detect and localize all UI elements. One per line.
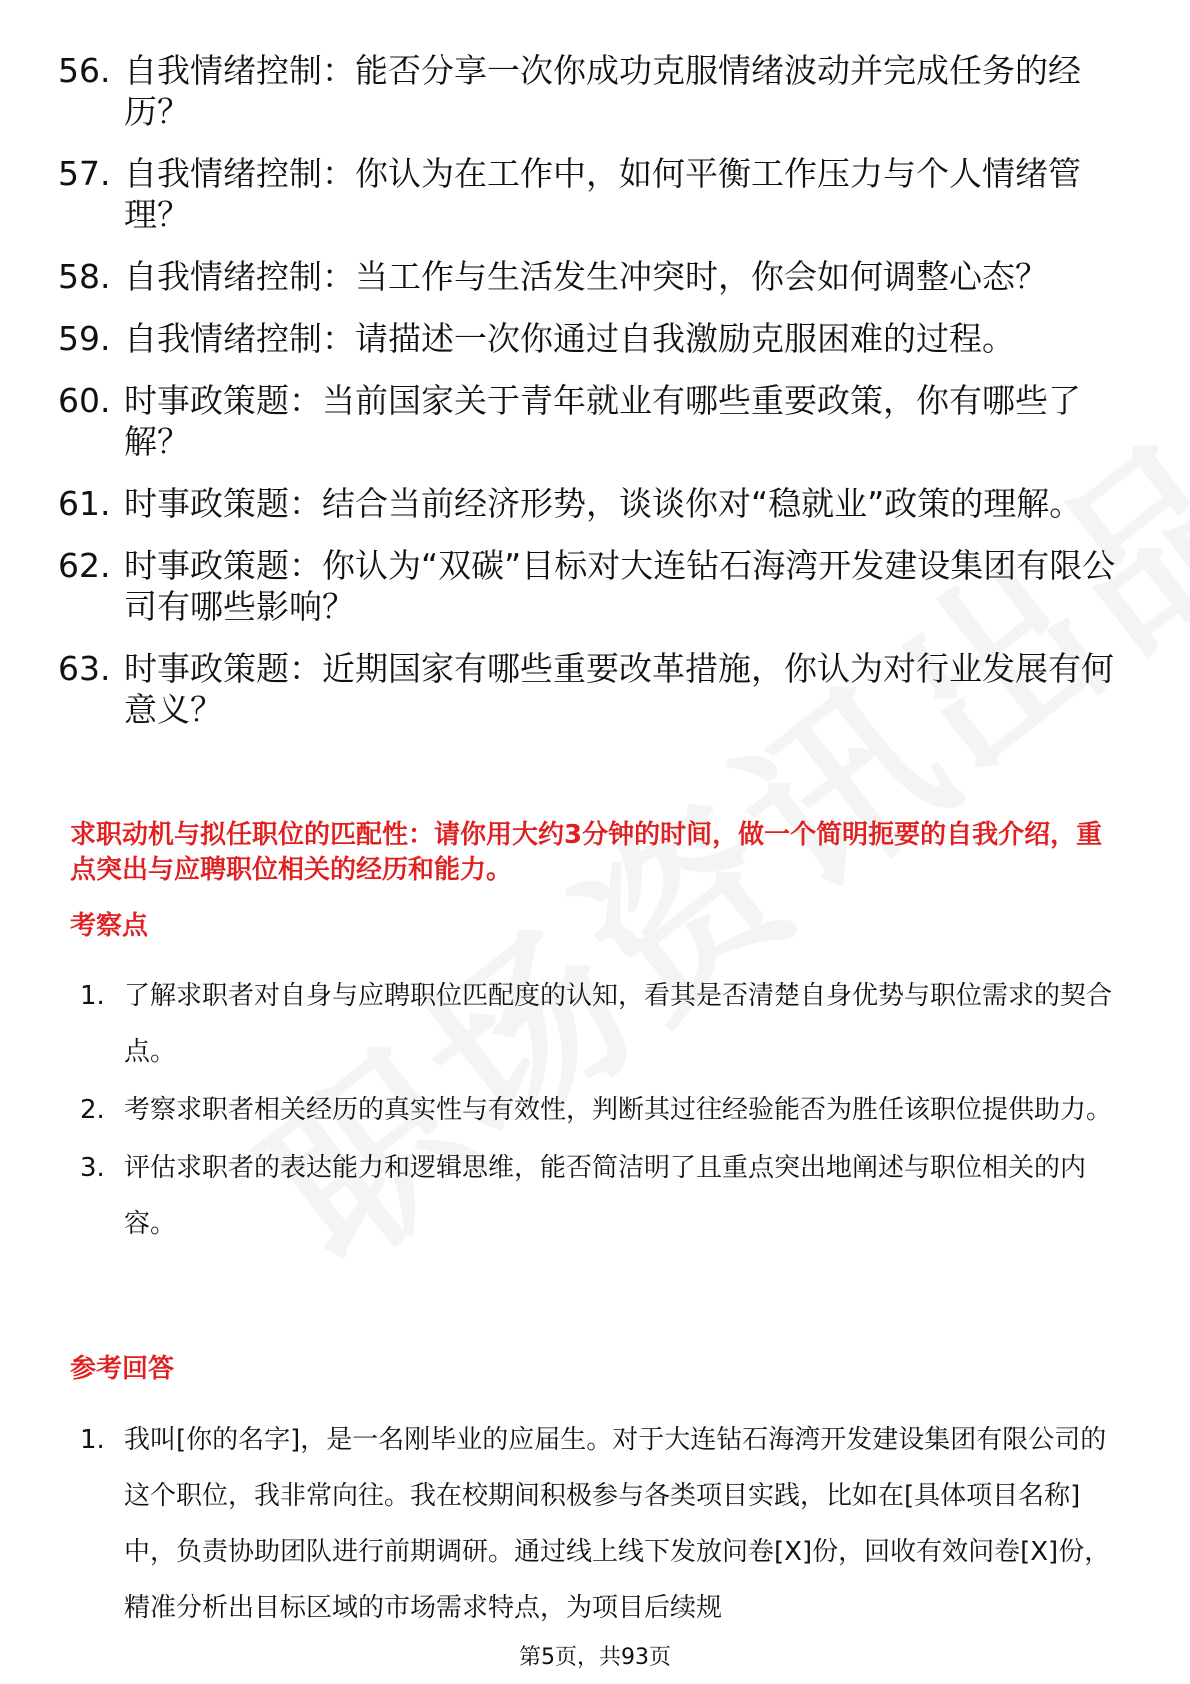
question-item (58, 256, 1118, 297)
list-item (80, 1412, 1120, 1636)
question-number: 62. (58, 546, 111, 585)
question-text: 自我情绪控制：当工作与生活发生冲突时，你会如何调整心态？ (124, 257, 1048, 296)
question-text: 时事政策题：结合当前经济形势，谈谈你对“稳就业”政策的理解。 (124, 484, 1083, 523)
question-text: 自我情绪控制：你认为在工作中，如何平衡工作压力与个人情绪管理？ (124, 154, 1081, 234)
question-item (58, 545, 1118, 627)
list-item-text: 评估求职者的表达能力和逻辑思维，能否简洁明了且重点突出地阐述与职位相关的内容。 (124, 1153, 1087, 1239)
question-list (58, 50, 1118, 751)
question-number: 56. (58, 51, 111, 90)
list-item-text: 了解求职者对自身与应聘职位匹配度的认知，看其是否清楚自身优势与职位需求的契合点。 (124, 981, 1113, 1067)
list-item-text: 我叫[你的名字]，是一名刚毕业的应届生。对于大连钻石海湾开发建设集团有限公司的这个职位，我非常向往。我在校期间积极参与各类项目实践，比如在[具体项目名称]中，负责协助团队进行前期调研。通过线上线下发放问卷[X]份，回收有效问卷[X]份，精准分析出目标区域的市场需求特点，为项目后续规 (124, 1425, 1111, 1623)
list-item (80, 1082, 1120, 1138)
question-text: 时事政策题：你认为“双碳”目标对大连钻石海湾开发建设集团有限公司有哪些影响？ (124, 546, 1116, 626)
question-number: 58. (58, 257, 111, 296)
list-item-number: 1. (80, 981, 105, 1011)
question-text: 时事政策题：当前国家关于青年就业有哪些重要政策，你有哪些了解？ (124, 381, 1081, 461)
kaocha-list (80, 968, 1120, 1254)
question-item (58, 483, 1118, 524)
question-item (58, 50, 1118, 132)
question-item (58, 380, 1118, 462)
question-item (58, 648, 1118, 730)
list-item (80, 1140, 1120, 1252)
page-footer: 第5页，共93页 (519, 1645, 671, 1670)
list-item-number: 2. (80, 1095, 105, 1125)
kaocha-heading: 考察点 (70, 911, 149, 941)
list-item (80, 968, 1120, 1080)
question-text: 自我情绪控制：能否分享一次你成功克服情绪波动并完成任务的经历？ (124, 51, 1081, 131)
question-text: 自我情绪控制：请描述一次你通过自我激励克服困难的过程。 (124, 319, 1015, 358)
section-title: 求职动机与拟任职位的匹配性：请你用大约3分钟的时间，做一个简明扼要的自我介绍，重点突出与应聘职位相关的经历和能力。 (70, 820, 1103, 885)
question-text: 时事政策题：近期国家有哪些重要改革措施，你认为对行业发展有何意义？ (124, 649, 1114, 729)
question-number: 59. (58, 319, 111, 358)
list-item-number: 3. (80, 1153, 105, 1183)
question-number: 60. (58, 381, 111, 420)
question-item (58, 318, 1118, 359)
list-item-number: 1. (80, 1425, 105, 1455)
answer-heading: 参考回答 (70, 1354, 175, 1384)
answer-list (80, 1412, 1120, 1638)
question-number: 61. (58, 484, 111, 523)
question-item (58, 153, 1118, 235)
list-item-text: 考察求职者相关经历的真实性与有效性，判断其过往经验能否为胜任该职位提供助力。 (124, 1095, 1113, 1125)
question-number: 57. (58, 154, 111, 193)
question-number: 63. (58, 649, 111, 688)
